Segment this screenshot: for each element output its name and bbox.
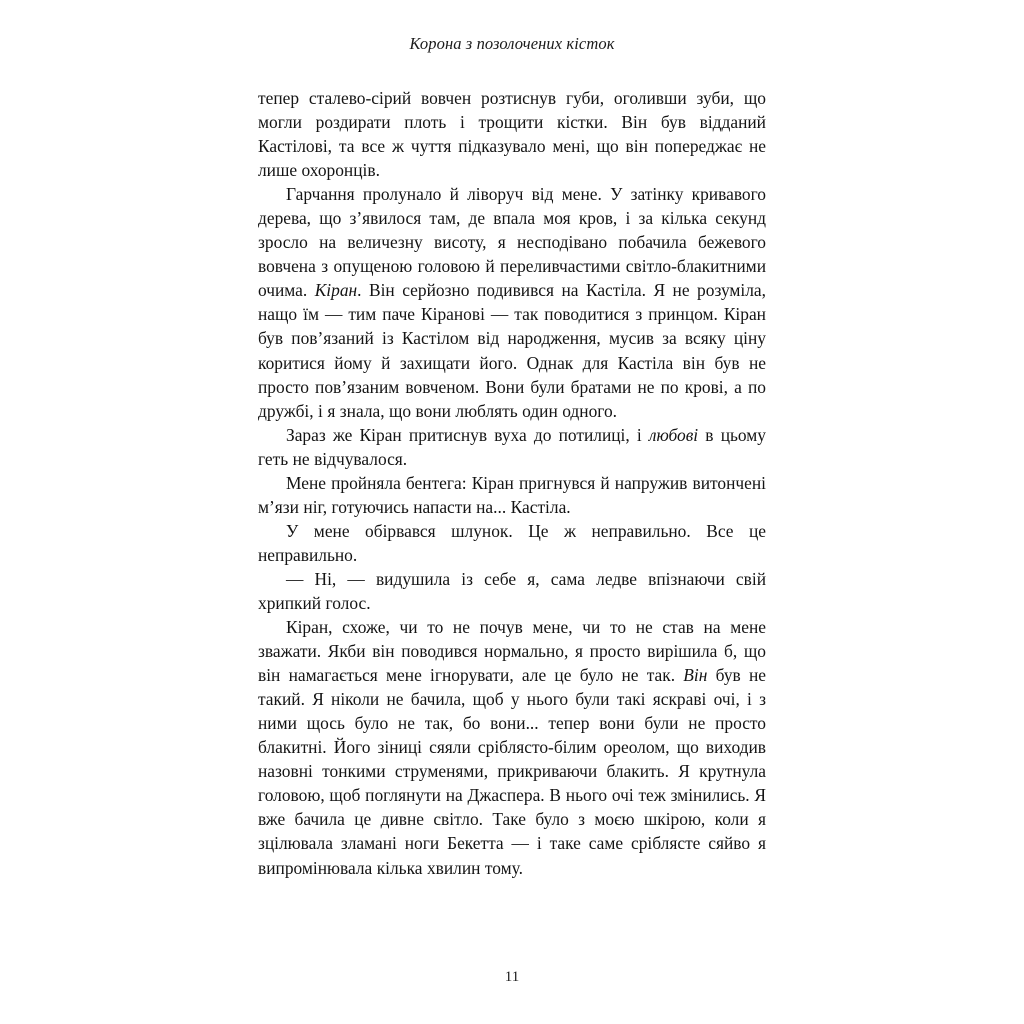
- body-text-block: [258, 86, 766, 880]
- text-run: був не такий. Я ніколи не бачила, щоб у нього були такі яскраві очі, і з ними щось було не так, бо вони... тепер вони були не просто блакитні. Його зіниці сяяли сріблясто-білим ореолом, що виходив назовні тонкими струменями, прикриваючи блакить. Я крутнула головою, щоб поглянути на Джаспера. В нього очі теж змінились. Я вже бачила це дивне світло. Таке було з моєю шкірою, коли я зцілювала зламані ноги Бекетта — і таке саме сріблясте сяйво я випромінювала кілька хвилин тому.: [258, 665, 767, 878]
- text-run: Мене пройняла бентега: Кіран пригнувся й напружив витончені м’язи ніг, готуючись напасти на... Кастіла.: [258, 472, 766, 517]
- text-run: Кіран, схоже, чи то не почув мене, чи то не став на мене зважати. Якби він поводився нормально, я просто вирішила б, що він намагається мене ігнорувати, але це було не так.: [258, 617, 766, 686]
- paragraph: [258, 567, 766, 615]
- page-number: 11: [504, 969, 520, 985]
- paragraph: [258, 423, 766, 471]
- text-run: — Ні, — видушила із себе я, сама ледве впізнаючи свій хрипкий голос.: [258, 568, 766, 613]
- text-run: У мене обірвався шлунок. Це ж неправильно. Все це неправильно.: [258, 520, 766, 565]
- paragraph: [258, 615, 766, 880]
- text-run: . Він серйозно подивився на Кастіла. Я не розуміла, нащо їм — тим паче Кіранові — так поводитися з принцом. Кіран був пов’язаний із Кастілом від народження, мусив за всяку ціну коритися йому й захищати його. Однак для Кастіла він був не просто пов’язаним вовченом. Вони були братами не по крові, а по дружбі, і я знала, що вони люблять один одного.: [258, 280, 766, 421]
- emphasis-run: любові: [648, 424, 699, 445]
- paragraph: [258, 182, 766, 422]
- emphasis-run: Кіран: [314, 280, 358, 301]
- text-run: Гарчання пролунало й ліворуч від мене. У затінку кривавого дерева, що з’явилося там, де впала моя кров, і за кілька секунд зросло на величезну висоту, я несподівано побачила бежевого вовчена з опущеною головою й переливчастими світло-блакитними очима.: [258, 184, 766, 301]
- running-head: Корона з позолочених кісток: [409, 34, 615, 53]
- paragraph: [258, 519, 766, 567]
- paragraph: [258, 86, 766, 182]
- text-run: в цьому геть не відчувалося.: [258, 424, 766, 469]
- text-run: тепер сталево-сірий вовчен розтиснув губи, оголивши зуби, що могли роздирати плоть і трощити кістки. Він був відданий Кастілові, та все ж чуття підказувало мені, що він попереджає не лише охоронців.: [258, 88, 766, 181]
- text-run: Зараз же Кіран притиснув вуха до потилиці, і: [286, 424, 649, 445]
- paragraph: [258, 471, 766, 519]
- emphasis-run: Він: [683, 665, 708, 686]
